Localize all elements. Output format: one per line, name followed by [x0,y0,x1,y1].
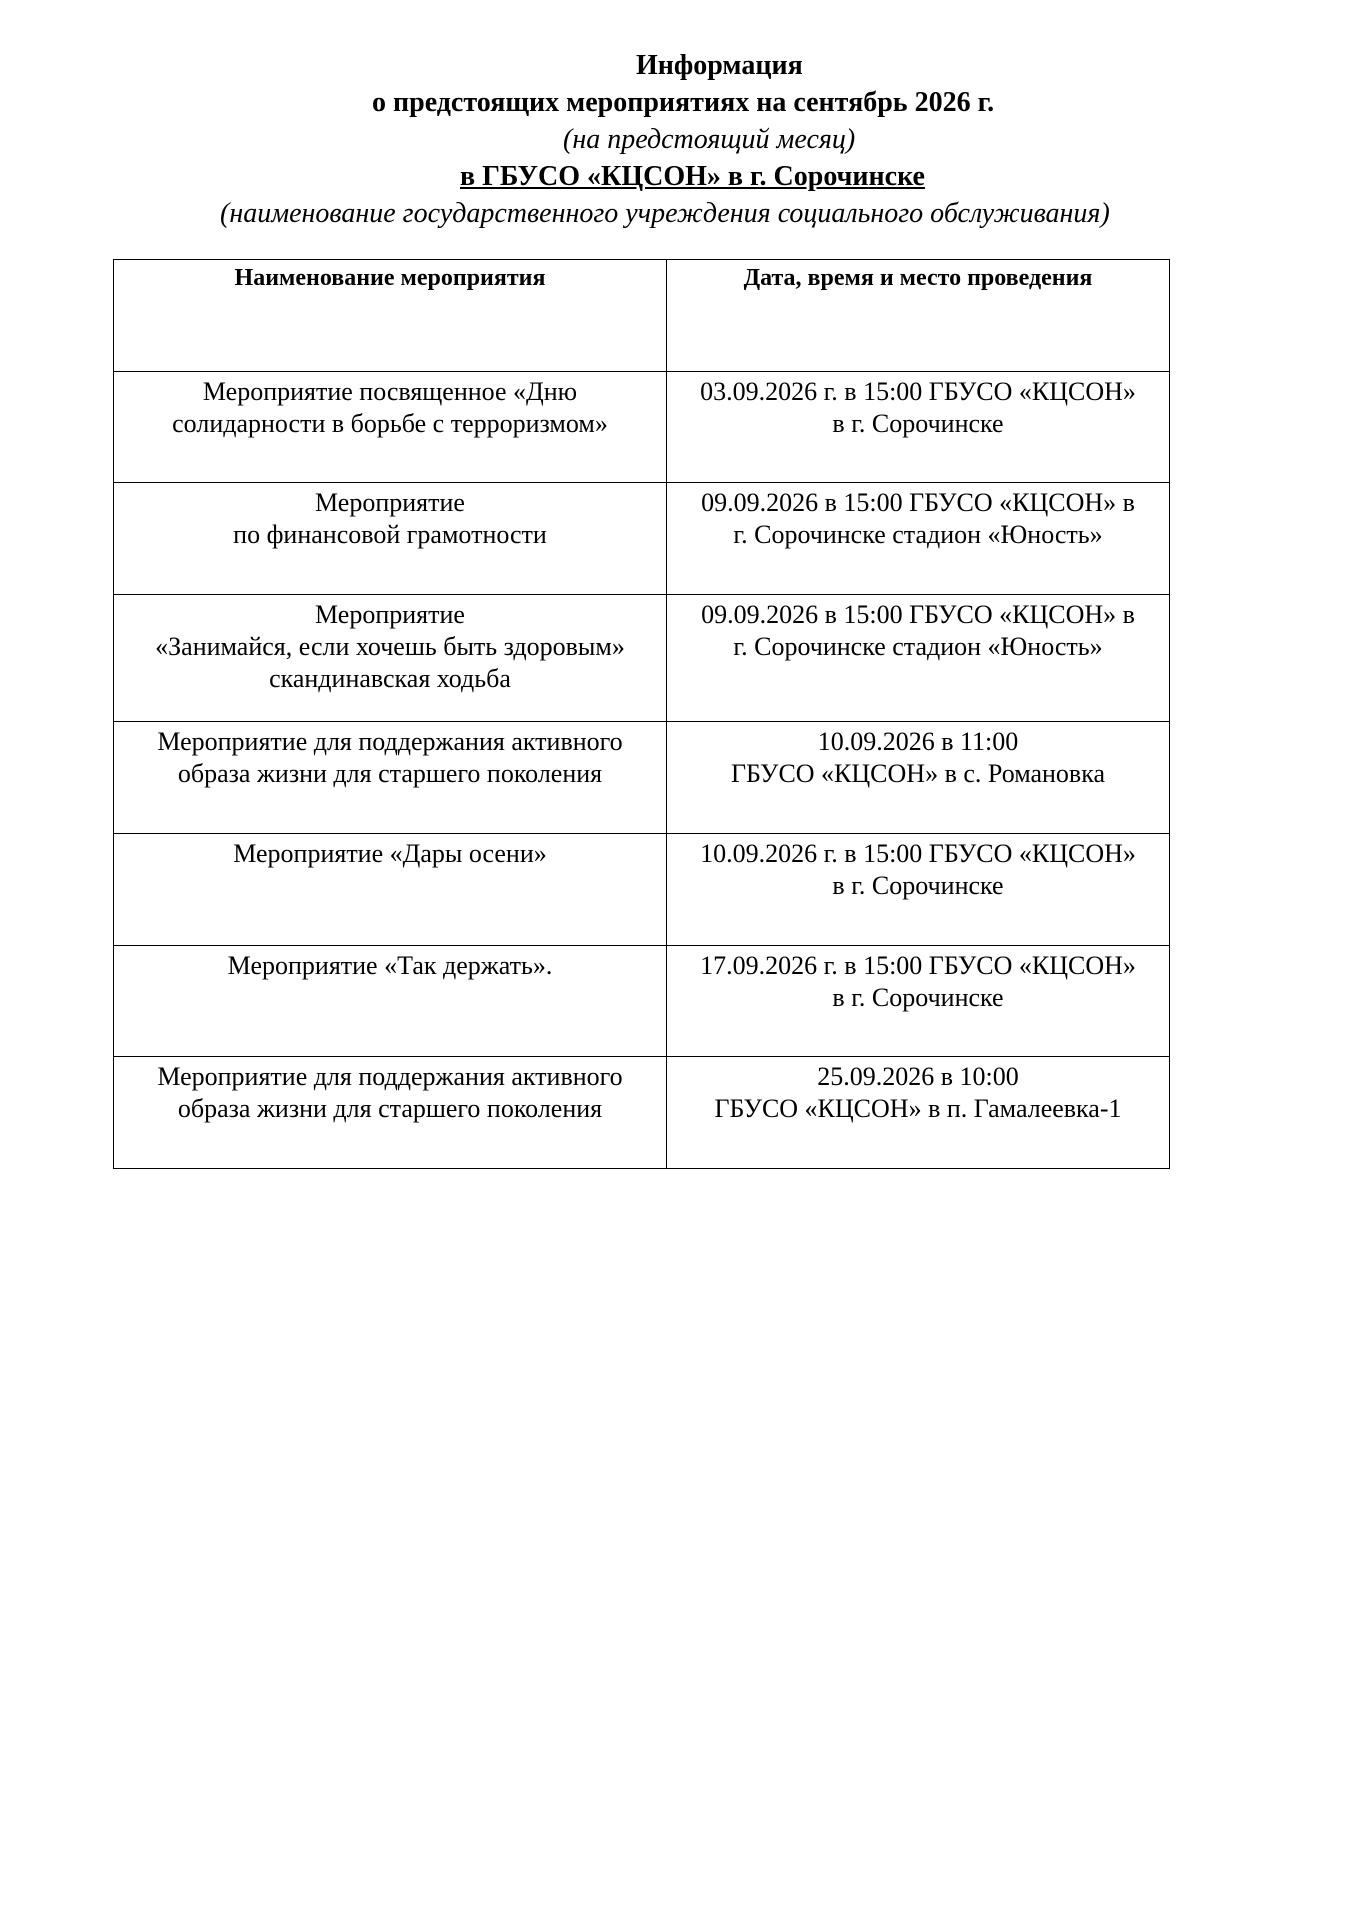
event-name-cell [114,946,667,1057]
event-name-line: Мероприятие для поддержания активного [157,1062,623,1091]
column-header-date-place: Дата, время и место проведения [667,260,1170,372]
event-name-cell [114,834,667,946]
document-title: Информация [636,50,803,81]
column-header-event-name: Наименование мероприятия [114,260,667,372]
event-date-place-line: 17.09.2026 г. в 15:00 ГБУСО «КЦСОН» [700,951,1136,980]
event-date-place-line: 03.09.2026 г. в 15:00 ГБУСО «КЦСОН» [700,377,1136,406]
event-date-place-cell [667,372,1170,483]
event-date-place-line: 10.09.2026 в 11:00 [817,727,1019,756]
event-date-place-cell [667,1057,1170,1169]
event-name-cell [114,483,667,595]
table-row [114,834,1170,946]
event-name-line: солидарности в борьбе с терроризмом» [172,409,608,438]
event-date-place-line: в г. Сорочинске [832,871,1004,900]
event-name-cell [114,372,667,483]
table-row [114,946,1170,1057]
event-date-place-line: г. Сорочинске стадион «Юность» [733,520,1103,549]
event-name-line: Мероприятие [315,488,465,517]
event-name-line: Мероприятие «Так держать». [227,951,553,980]
event-date-place-line: г. Сорочинске стадион «Юность» [733,632,1103,661]
event-name-line: «Занимайся, если хочешь быть здоровым» [155,632,625,661]
event-date-place-line: 09.09.2026 в 15:00 ГБУСО «КЦСОН» в [701,600,1135,629]
event-name-cell [114,1057,667,1169]
event-date-place-cell [667,946,1170,1057]
event-date-place-line: 25.09.2026 в 10:00 [817,1062,1019,1091]
event-name-line: Мероприятие «Дары осени» [233,839,547,868]
event-date-place-cell [667,595,1170,722]
event-name-line: образа жизни для старшего поколения [177,759,603,788]
event-name-line: скандинавская ходьба [269,664,511,693]
event-name-line: Мероприятие [315,600,465,629]
period-note: (на предстоящий месяц) [563,124,856,155]
organization-name: в ГБУСО «КЦСОН» в г. Сорочинске [460,161,925,192]
document-subtitle: о предстоящих мероприятиях на сентябрь 2026 г. [372,87,995,118]
event-name-cell [114,595,667,722]
table-row [114,372,1170,483]
event-date-place-line: в г. Сорочинске [832,983,1004,1012]
event-date-place-line: 10.09.2026 г. в 15:00 ГБУСО «КЦСОН» [700,839,1136,868]
event-date-place-line: ГБУСО «КЦСОН» в п. Гамалеевка-1 [714,1094,1122,1123]
event-name-line: по финансовой грамотности [233,520,547,549]
events-table [113,259,1170,1169]
event-name-line: Мероприятие посвященное «Дню [202,377,578,406]
event-name-cell [114,722,667,834]
event-date-place-cell [667,834,1170,946]
event-date-place-line: ГБУСО «КЦСОН» в с. Романовка [730,759,1105,788]
table-row [114,1057,1170,1169]
table-row [114,483,1170,595]
event-date-place-cell [667,483,1170,595]
event-date-place-cell [667,722,1170,834]
event-date-place-line: 09.09.2026 в 15:00 ГБУСО «КЦСОН» в [701,488,1135,517]
event-date-place-line: в г. Сорочинске [832,409,1004,438]
organization-note: (наименование государственного учреждения социального обслуживания) [220,198,1110,229]
table-header-row [114,260,1170,372]
table-row [114,722,1170,834]
table-row [114,595,1170,722]
event-name-line: Мероприятие для поддержания активного [157,727,623,756]
event-name-line: образа жизни для старшего поколения [177,1094,603,1123]
